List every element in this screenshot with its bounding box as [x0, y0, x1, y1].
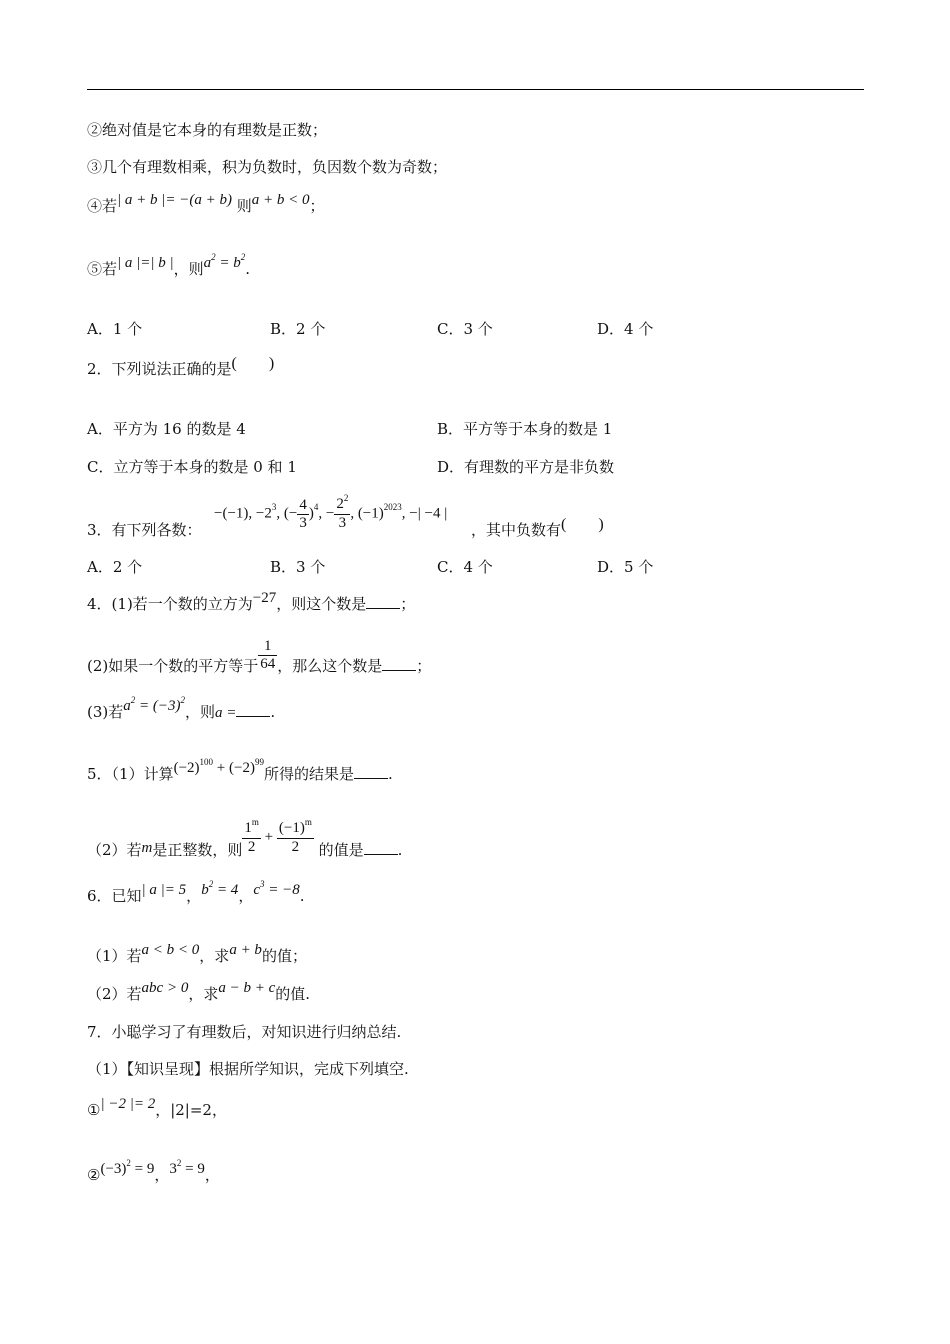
q4-p3-variable: a =: [215, 705, 237, 721]
q3-option-d[interactable]: D．5 个: [597, 558, 654, 576]
q5-frac2-denominator: 2: [291, 838, 300, 855]
statement-5-condition: | a |=| b |: [117, 255, 174, 271]
q5-p2-blank[interactable]: [364, 840, 398, 855]
q6-comma-1: ，: [186, 887, 202, 905]
q5-part-1: [87, 757, 393, 786]
q4-p2-end: ，那么这个数是: [277, 657, 383, 675]
statement-2-text: ②绝对值是它本身的有理数是正数；: [87, 121, 328, 139]
q5-p2-dot: .: [397, 841, 403, 859]
statement-5-mid: ，则: [173, 260, 204, 278]
q4-p2-text: (2)如果一个数的平方等于: [87, 657, 259, 675]
q7-p1-text: （1）【知识呈现】根据所学知识，完成下列填空.: [87, 1060, 409, 1078]
q6-p1-condition: a < b < 0: [141, 942, 200, 958]
q5-p2-text: （2）若: [87, 841, 142, 859]
q5-p2-mid: 是正整数，则: [152, 841, 243, 859]
q6-stem: [87, 879, 305, 908]
q3-tail-text: ，其中负数有: [471, 521, 562, 539]
q2-stem-text: 2．下列说法正确的是: [87, 360, 232, 378]
statement-5-equation: $a^2 = b^2$: [203, 252, 246, 271]
q4-p3-equation: $a^2 = (-3)^2$: [123, 695, 185, 714]
q6-p2-expression: a − b + c: [218, 980, 276, 996]
q4-part-1: [87, 590, 416, 615]
q2-option-b[interactable]: B．平方等于本身的数是 1: [437, 420, 613, 438]
q6-p1-end: 的值；: [261, 947, 307, 965]
q7-case-2-tail: ，: [204, 1166, 220, 1184]
q2-option-a[interactable]: A．平方为 16 的数是 4: [87, 420, 246, 438]
q4-p1-semicolon: ；: [400, 595, 416, 613]
statement-4-condition: | a + b |= −(a + b): [117, 192, 232, 208]
q4-p1-text: 4．(1)若一个数的立方为: [87, 595, 253, 613]
q5-p1-text: 5．（1）计算: [87, 765, 174, 783]
q7-case-1-tail: ，|2|=2，: [155, 1101, 227, 1119]
q4-p2-fraction: [258, 638, 277, 673]
q5-p1-end: 所得的结果是: [263, 765, 354, 783]
q5-p1-blank[interactable]: [354, 764, 388, 779]
q6-p1-text: （1）若: [87, 947, 142, 965]
q4-p3-blank[interactable]: [236, 702, 270, 717]
statement-3: [87, 157, 447, 177]
q7-case-1-marker: ①: [87, 1101, 101, 1119]
q6-p1-mid: ，求: [199, 947, 230, 965]
q6-condition-3: $c^3 = -8$: [253, 879, 300, 898]
q7-stem-text: 7．小聪学习了有理数后，对知识进行归纳总结.: [87, 1023, 402, 1041]
q1-option-d[interactable]: D．4 个: [597, 320, 654, 338]
q4-part-3: [87, 695, 276, 724]
q6-p2-end: 的值.: [275, 985, 311, 1003]
statement-4-end: ；: [309, 197, 325, 215]
q6-comma-2: ，: [238, 887, 254, 905]
q6-part-1: [87, 942, 307, 967]
q3-tail: [471, 516, 604, 541]
statement-3-text: ③几个有理数相乘，积为负数时，负因数个数为奇数；: [87, 158, 448, 176]
q5-p2-end: 的值是: [318, 841, 364, 859]
q6-p2-text: （2）若: [87, 985, 142, 1003]
header-rule: [87, 89, 864, 90]
q7-case-2-expression-1: $(-3)^2 = 9$: [100, 1158, 155, 1177]
q2-option-d[interactable]: D．有理数的平方是非负数: [437, 458, 615, 476]
q3-option-c[interactable]: C．4 个: [437, 558, 493, 576]
q7-case-1: [87, 1096, 227, 1121]
q1-option-a[interactable]: A．1 个: [87, 320, 143, 338]
q7-stem: [87, 1022, 401, 1042]
q3-stem: [87, 520, 202, 540]
q2-stem: [87, 355, 275, 380]
q3-option-b[interactable]: B．3 个: [270, 558, 326, 576]
q4-p3-end: .: [270, 703, 276, 721]
statement-4: [87, 192, 325, 217]
q4-p1-value: −27: [252, 590, 277, 606]
q3-stem-text: 3．有下列各数：: [87, 521, 202, 539]
q6-condition-1: | a |= 5: [141, 882, 187, 898]
q4-p2-blank[interactable]: [382, 656, 416, 671]
q3-number-list: −(−1), $-2^3$, (− $\frac{4}{3}$ )$^4$, − $\frac{2^2}{3}$ , $(-1)^{2023}$, −| −4 |: [214, 493, 448, 531]
q5-part-2: [87, 816, 403, 879]
q6-p2-condition: abc > 0: [141, 980, 189, 996]
statement-5-end: .: [245, 260, 251, 278]
q5-p2-expression: $\frac{1^m}{2}$ + $\frac{(-1)^m}{2}$: [244, 816, 312, 855]
q4-p1-blank[interactable]: [366, 594, 400, 609]
q4-p2-denominator: 64: [260, 655, 276, 672]
statement-5: [87, 252, 251, 281]
q5-p2-variable: m: [141, 840, 153, 856]
q7-case-2-comma: ，: [154, 1166, 170, 1184]
q7-case-1-expression: | −2 |= 2: [100, 1096, 156, 1112]
q3-answer-paren: ( ): [561, 516, 604, 533]
q2-answer-paren: ( ): [231, 355, 275, 372]
q4-part-2: [87, 637, 432, 688]
q2-option-c[interactable]: C．立方等于本身的数是 0 和 1: [87, 458, 297, 476]
q5-frac1-denominator: 2: [247, 838, 256, 855]
q6-stem-end: .: [299, 887, 305, 905]
q4-p2-semicolon: ；: [416, 657, 432, 675]
statement-4-result: a + b < 0: [251, 192, 310, 208]
q4-p1-end: ，则这个数是: [276, 595, 367, 613]
q6-part-2: [87, 980, 311, 1005]
q7-part-1: [87, 1059, 409, 1079]
q1-option-c[interactable]: C．3 个: [437, 320, 493, 338]
q7-case-2-expression-2: $3^2 = 9$: [169, 1158, 205, 1177]
statement-5-prefix: ⑤若: [87, 260, 118, 278]
q4-p3-mid: ，则: [184, 703, 215, 721]
q6-condition-2: $b^2 = 4$: [201, 879, 239, 898]
q5-p1-dot: .: [387, 765, 393, 783]
q4-p2-numerator: 1: [258, 638, 277, 656]
statement-4-prefix: ④若: [87, 197, 118, 215]
q1-option-b[interactable]: B．2 个: [270, 320, 326, 338]
q4-p3-text: (3)若: [87, 703, 124, 721]
q6-p2-mid: ，求: [188, 985, 219, 1003]
statement-4-mid: 则: [236, 197, 252, 215]
q6-p1-expression: a + b: [229, 942, 262, 958]
q3-option-a[interactable]: A．2 个: [87, 558, 143, 576]
q7-case-2: [87, 1158, 220, 1187]
q7-case-2-marker: ②: [87, 1166, 101, 1184]
q6-stem-text: 6．已知: [87, 887, 142, 905]
q5-p1-expression: $(-2)^{100} + (-2)^{99}$: [173, 757, 264, 776]
statement-2: [87, 120, 327, 140]
